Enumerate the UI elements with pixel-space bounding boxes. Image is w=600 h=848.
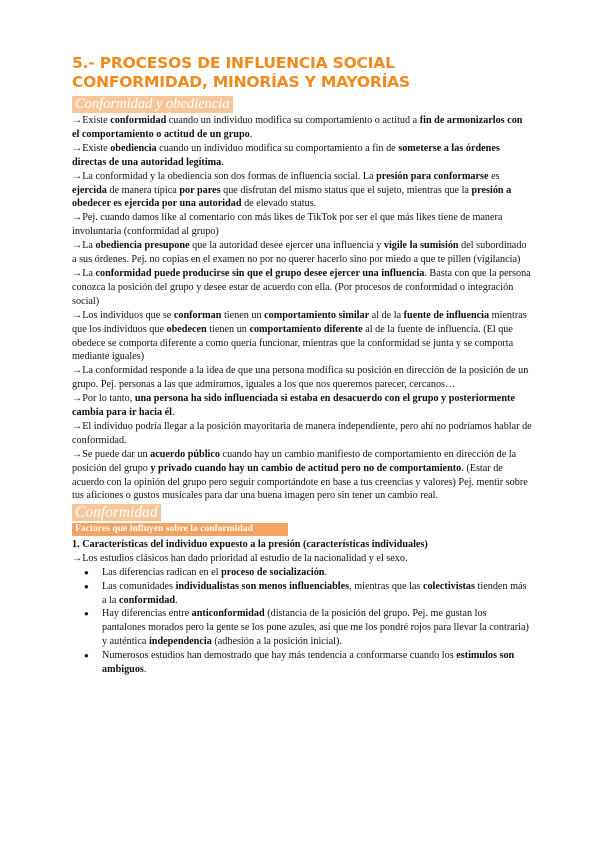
text-run: . Basta con que la persona conozca la posición del grupo y desee estar de acuerdo con ella. (Por procesos de conformidad o integración social) bbox=[72, 267, 531, 307]
bold-text: proceso de socialización bbox=[221, 566, 325, 578]
bullet-item bbox=[102, 580, 532, 608]
text-run: que disfrutan del mismo status que el sujeto, mientras que la bbox=[220, 184, 472, 196]
bullet-item bbox=[102, 566, 532, 580]
bold-text: anticonformidad bbox=[191, 608, 265, 620]
text-run: . bbox=[249, 128, 253, 140]
bold-text: por pares bbox=[179, 184, 221, 196]
bullet-list bbox=[72, 566, 532, 677]
paragraph bbox=[72, 211, 532, 239]
arrow-icon: → bbox=[72, 309, 83, 321]
text-run: tienden más a la bbox=[102, 580, 527, 606]
paragraph bbox=[72, 239, 532, 267]
text-run: . bbox=[143, 664, 147, 676]
bold-text: independencia bbox=[148, 636, 212, 648]
text-run: que la autoridad desee ejercer una influencia y bbox=[189, 240, 384, 252]
paragraphs bbox=[72, 114, 532, 503]
bold-text: estímulos son ambiguos bbox=[102, 650, 515, 676]
text-run: de elevado status. bbox=[241, 198, 317, 210]
text-run: Se puede dar un bbox=[82, 448, 151, 460]
bold-text: fuente de influencia bbox=[403, 309, 490, 321]
text-run: tienen un bbox=[206, 323, 250, 335]
text-run: cuando un individuo modifica su comportamiento a fin de bbox=[156, 142, 399, 154]
bold-text: acuerdo público bbox=[150, 448, 220, 460]
text-run: del subordinado a sus órdenes. Pej. no copias en el examen no por no querer hacerlo sino por miedo a que te pillen (vigilancia) bbox=[72, 240, 527, 266]
bold-text: una persona ha sido influenciada si estaba en desacuerdo con el grupo y posteriormente cambia para ir hacia él bbox=[72, 393, 515, 419]
arrow-icon: → bbox=[72, 448, 83, 460]
section-heading-conformidad: Conformidad bbox=[72, 504, 161, 521]
bullet-item bbox=[102, 649, 532, 677]
paragraph bbox=[72, 170, 532, 212]
bold-text: y privado cuando hay un cambio de actitud pero no de comportamiento bbox=[150, 462, 462, 474]
bullet-item bbox=[102, 607, 532, 649]
bold-text: colectivistas bbox=[422, 580, 475, 592]
text-run: Por lo tanto, bbox=[82, 393, 135, 405]
text-run: cuando hay un cambio manifiesto de comportamiento en dirección de la posición del grupo bbox=[72, 448, 517, 474]
document-page bbox=[72, 54, 532, 677]
bold-text: presión a obedecer es ejercida por una autoridad bbox=[72, 184, 512, 210]
paragraph bbox=[72, 364, 532, 392]
page-title: 5.- PROCESOS DE INFLUENCIA SOCIAL CONFORMIDAD, MINORÍAS Y MAYORÍAS bbox=[72, 54, 410, 91]
arrow-icon: → bbox=[72, 420, 83, 432]
arrow-icon: → bbox=[72, 393, 83, 405]
arrow-icon: → bbox=[72, 115, 83, 126]
bold-text: vigile la sumisión bbox=[383, 240, 459, 252]
bold-text: individualistas son menos influenciables bbox=[175, 580, 350, 592]
text-run: mientras que los individuos que bbox=[72, 309, 527, 335]
arrow-icon: → bbox=[72, 267, 83, 279]
arrow-icon: → bbox=[72, 170, 83, 182]
arrow-icon: → bbox=[72, 142, 83, 154]
text-run: El individuo podría llegar a la posición mayoritaria de manera independiente, pero ahí no podríamos hablar de conformidad. bbox=[72, 420, 532, 446]
bold-text: obediencia presupone bbox=[95, 240, 190, 252]
section-heading-conformidad-obediencia: Conformidad y obediencia bbox=[72, 96, 233, 113]
paragraph bbox=[72, 448, 532, 504]
text-run: , mientras que las bbox=[349, 580, 423, 592]
text-run: . bbox=[324, 566, 327, 578]
text-run: La bbox=[82, 267, 96, 279]
paragraph bbox=[72, 392, 532, 420]
text-run: (distancia de la posición del grupo. Pej. me gustan los pantalones morados pero la gente se los pone azules, así que me los pondré rojos para llevar la contraria) y auténtica bbox=[102, 608, 529, 648]
bold-text: presión para conformarse bbox=[376, 170, 489, 182]
arrow-icon: → bbox=[72, 552, 83, 564]
bold-text: obedecen bbox=[166, 323, 207, 335]
text-run: al de la fuente de influencia. (El que obedece se comporta diferente a como quería funcionar, mientras que la conformidad se junta y se comporta mediante iguales) bbox=[72, 323, 514, 363]
paragraph bbox=[72, 142, 532, 170]
text-run: de manera típica bbox=[106, 184, 180, 196]
text-run: Hay diferencias entre bbox=[102, 608, 192, 620]
text-run: La conformidad y la obediencia son dos formas de influencia social. La bbox=[82, 170, 377, 182]
bold-text: fin de armonizarlos con el comportamiento o actitud de un grupo bbox=[72, 115, 523, 140]
arrow-icon: → bbox=[72, 240, 83, 252]
bold-text: comportamiento diferente bbox=[249, 323, 363, 335]
numbered-heading: 1. Características del individuo expuesto a la presión (características individuales) bbox=[72, 538, 428, 550]
arrow-icon: → bbox=[72, 212, 83, 224]
paragraph bbox=[72, 114, 532, 142]
text-run: Las diferencias radican en el bbox=[102, 566, 222, 578]
text-run: cuando un individuo modifica su comportamiento o actitud a bbox=[166, 115, 420, 126]
paragraph-estudios bbox=[72, 552, 532, 566]
text-run: Pej. cuando damos like al comentario con más likes de TikTok por ser el que más likes tiene de manera involuntaria (conformidad al grupo) bbox=[72, 212, 503, 238]
bold-text: ejercida bbox=[72, 184, 107, 196]
text-run: al de la bbox=[369, 309, 404, 321]
text-run: es bbox=[488, 170, 500, 182]
text-run: La conformidad responde a la idea de que una persona modifica su posición en dirección de la posición de un grupo. Pej. personas a las que admiramos, iguales a los que nos queremos parecer, cercanos… bbox=[72, 365, 529, 391]
text-run: Existe bbox=[82, 115, 111, 126]
text-run: . bbox=[221, 156, 224, 168]
text-run: . bbox=[171, 407, 175, 419]
bold-text: obediencia bbox=[110, 142, 157, 154]
subsection-heading-factores: Factores que influyen sobre la conformidad bbox=[72, 523, 288, 536]
bold-text: conformidad puede producirse sin que el grupo desee ejercer una influencia bbox=[95, 267, 425, 279]
text-run: tienen un bbox=[221, 309, 265, 321]
paragraph bbox=[72, 267, 532, 309]
text-run: . bbox=[175, 594, 178, 606]
text-run: (adhesión a la posición inicial). bbox=[211, 636, 342, 648]
paragraph bbox=[72, 420, 532, 448]
text-run: Los estudios clásicos han dado prioridad al estudio de la nacionalidad y el sexo. bbox=[82, 552, 408, 564]
bold-text: comportamiento similar bbox=[264, 309, 370, 321]
text-run: . (Estar de acuerdo con la opinión del grupo pero seguir comportándote en base a tus creencias y valores) Pej. mentir sobre tus aficiones o gustos musicales para dar una buena imagen pero sin tener un cambio real. bbox=[72, 462, 528, 502]
text-run: Existe bbox=[82, 142, 111, 154]
bold-text: someterse a las órdenes directas de una autoridad legítima bbox=[72, 142, 500, 168]
bold-text: conformidad bbox=[110, 115, 167, 126]
bold-text: conformidad bbox=[118, 594, 175, 606]
text-run: Las comunidades bbox=[102, 580, 176, 592]
text-run: Numerosos estudios han demostrado que hay más tendencia a conformarse cuando los bbox=[102, 650, 457, 662]
arrow-icon: → bbox=[72, 365, 83, 377]
text-run: La bbox=[82, 240, 96, 252]
text-run: Los individuos que se bbox=[82, 309, 174, 321]
paragraph bbox=[72, 309, 532, 365]
bold-text: conforman bbox=[173, 309, 222, 321]
